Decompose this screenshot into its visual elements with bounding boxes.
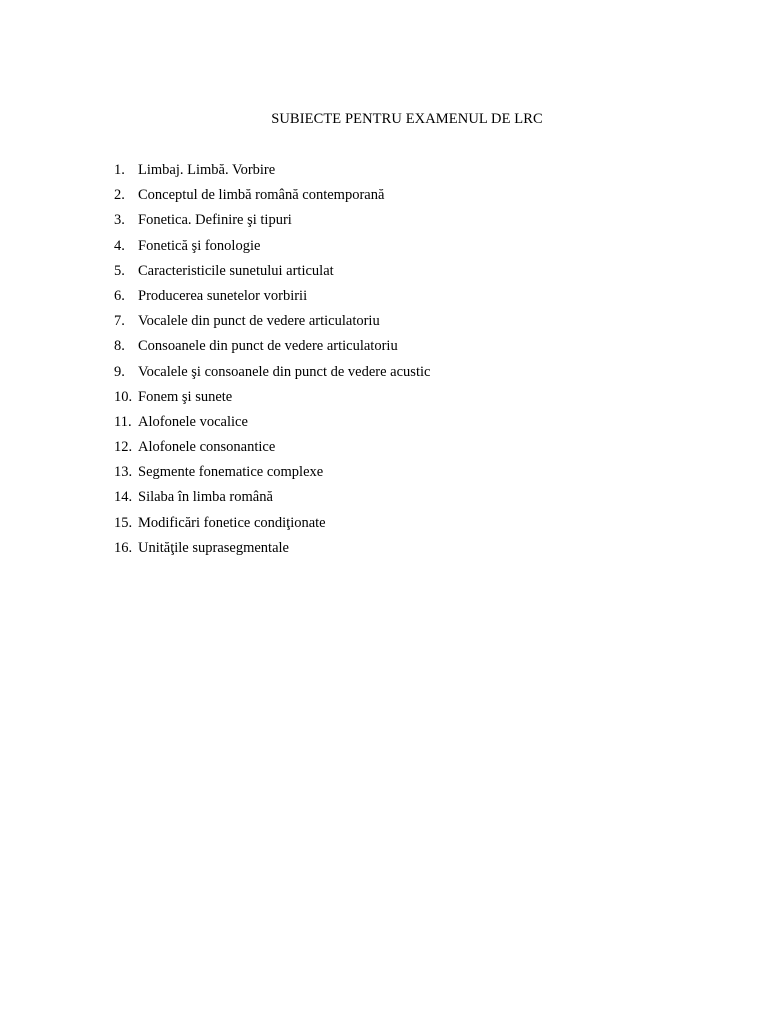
item-text: Fonem şi sunete: [138, 388, 233, 405]
item-number: 9.: [114, 363, 125, 380]
item-text: Conceptul de limbă română contemporană: [138, 187, 385, 204]
item-number: 2.: [114, 187, 125, 204]
item-text: Vocalele şi consoanele din punct de vedere acustic: [138, 363, 431, 380]
item-text: Fonetica. Definire şi tipuri: [138, 212, 292, 229]
item-number: 6.: [114, 287, 125, 304]
subject-list: [114, 161, 430, 564]
list-item: [114, 388, 430, 413]
item-text: Consoanele din punct de vedere articulatoriu: [138, 338, 398, 355]
item-text: Segmente fonematice complexe: [138, 464, 324, 481]
item-number: 3.: [114, 212, 125, 229]
list-item: [114, 287, 430, 312]
item-text: Fonetică şi fonologie: [138, 237, 261, 254]
item-number: 16.: [114, 539, 133, 556]
item-text: Caracteristicile sunetului articulat: [138, 262, 334, 279]
list-item: [114, 539, 430, 564]
item-number: 7.: [114, 313, 125, 330]
list-item: [114, 237, 430, 262]
list-item: [114, 186, 430, 211]
list-item: [114, 337, 430, 362]
list-item: [114, 413, 430, 438]
item-number: 1.: [114, 162, 125, 178]
item-number: 4.: [114, 237, 125, 254]
item-text: Modificări fonetice condiţionate: [138, 514, 326, 531]
item-number: 12.: [114, 439, 133, 456]
list-item: [114, 463, 430, 488]
list-item: [114, 312, 430, 337]
item-number: 14.: [114, 489, 133, 506]
item-text: Limbaj. Limbă. Vorbire: [138, 162, 276, 178]
list-item: [114, 161, 430, 186]
list-item: [114, 363, 430, 388]
item-text: Producerea sunetelor vorbirii: [138, 287, 308, 304]
item-text: Unităţile suprasegmentale: [138, 539, 289, 556]
list-item: [114, 211, 430, 236]
list-item: [114, 262, 430, 287]
item-number: 8.: [114, 338, 125, 355]
list-item: [114, 438, 430, 463]
item-number: 11.: [114, 413, 132, 430]
item-text: Alofonele vocalice: [138, 413, 248, 430]
item-number: 10.: [114, 388, 133, 405]
item-text: Vocalele din punct de vedere articulatoriu: [138, 313, 380, 330]
list-item: [114, 488, 430, 513]
item-number: 5.: [114, 262, 125, 279]
item-number: 13.: [114, 464, 133, 481]
document-title: SUBIECTE PENTRU EXAMENUL DE LRC: [271, 111, 543, 127]
item-text: Silaba în limba română: [138, 489, 273, 506]
item-number: 15.: [114, 514, 133, 531]
item-text: Alofonele consonantice: [138, 439, 276, 456]
list-item: [114, 514, 430, 539]
